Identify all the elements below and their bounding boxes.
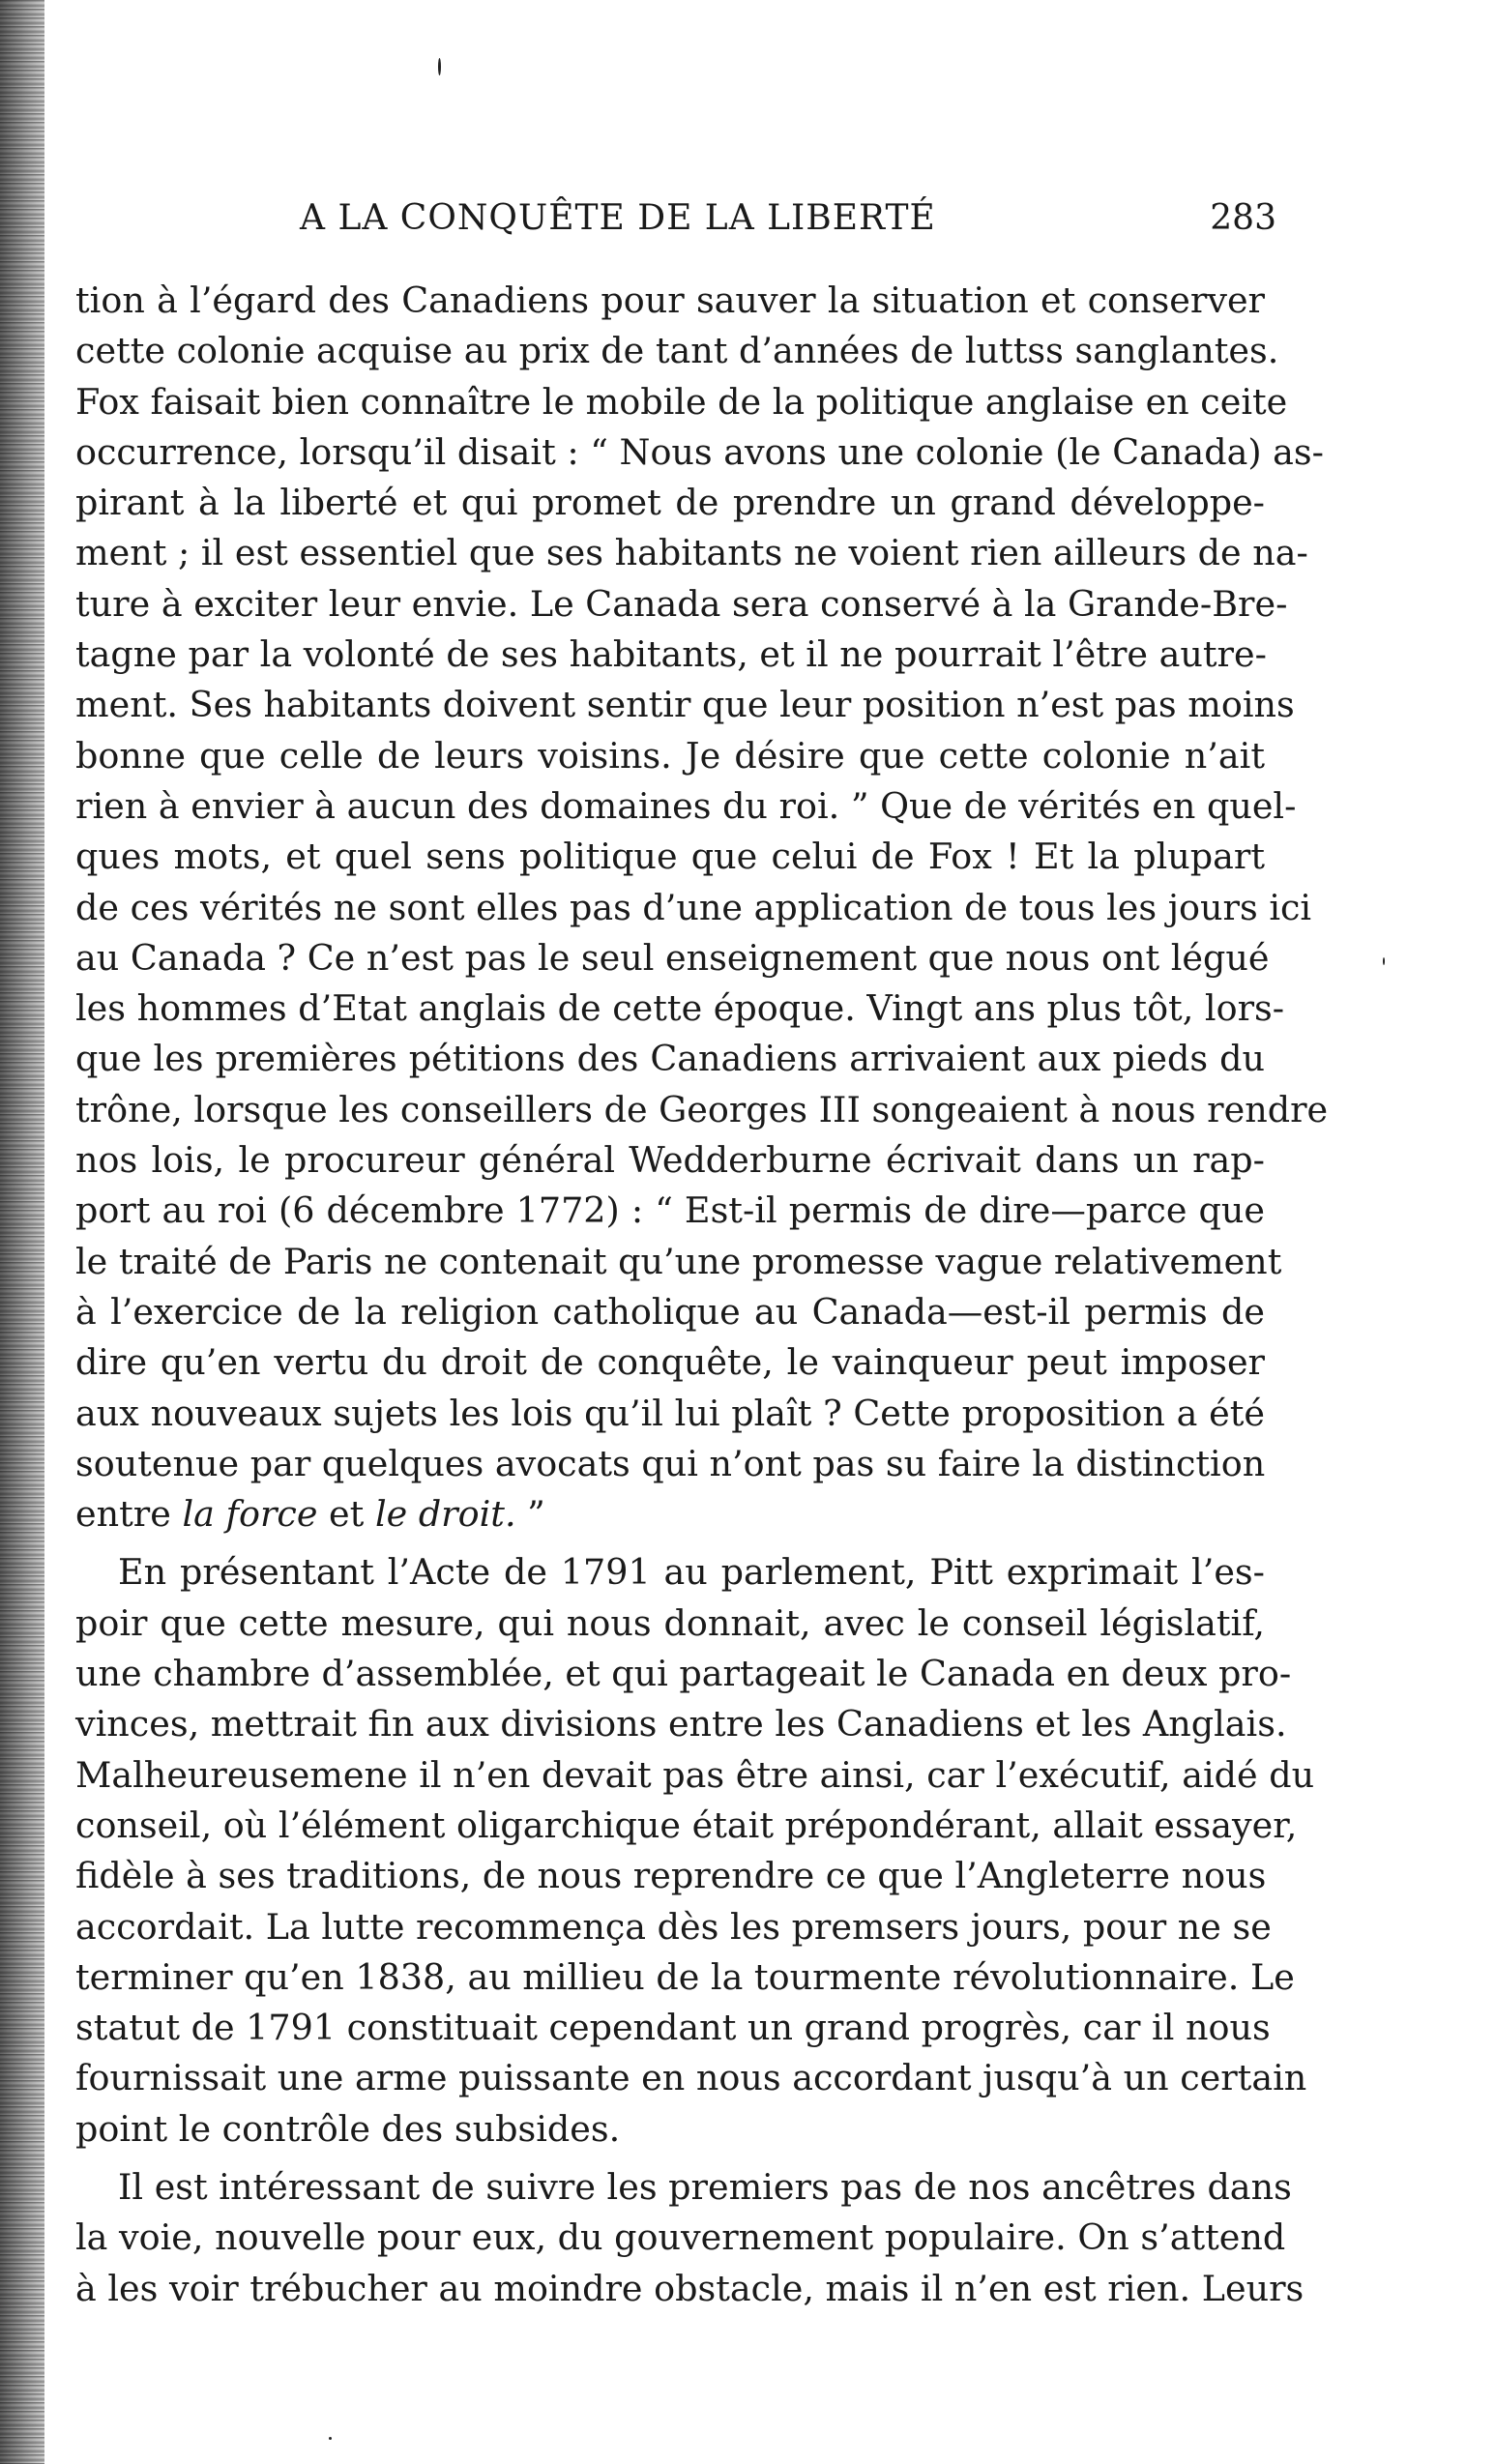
text-line: les hommes d’Etat anglais de cette époque. Vingt ans plus tôt, lors- — [75, 987, 1285, 1030]
paragraph-3 — [75, 2162, 1304, 2314]
text-line: terminer qu’en 1838, au millieu de la tourmente révolutionnaire. Le — [75, 1955, 1295, 1998]
text-line: ques mots, et quel sens politique que celui de Fox ! Et la plupart — [75, 836, 1265, 878]
text-line: port au roi (6 décembre 1772) : “ Est-il permis de dire—parce que — [75, 1189, 1265, 1232]
body-text — [75, 276, 1329, 2314]
text-line: cette colonie acquise au prix de tant d’années de luttss sanglantes. — [75, 330, 1279, 372]
text-line: que les premières pétitions des Canadiens arrivaient aux pieds du — [75, 1038, 1265, 1080]
paragraph-gap — [75, 2155, 1265, 2162]
italic-text: la force — [182, 1493, 318, 1536]
running-title: A LA CONQUÊTE DE LA LIBERTÉ — [300, 198, 936, 238]
text-line: soutenue par quelques avocats qui n’ont pas su faire la distinction — [75, 1442, 1266, 1484]
text-line: le traité de Paris ne contenait qu’une promesse vague relativement — [75, 1240, 1282, 1282]
text-run: ” — [515, 1493, 545, 1536]
text-line: vinces, mettrait fin aux divisions entre les Canadiens et les Anglais. — [75, 1703, 1287, 1745]
ink-speck — [329, 2437, 332, 2440]
binding-shadow — [0, 0, 44, 2464]
text-line: point le contrôle des subsides. — [75, 2107, 621, 2150]
text-line: Malheureusemene il n’en devait pas être ainsi, car l’exécutif, aidé du — [75, 1753, 1315, 1796]
text-line: occurrence, lorsqu’il disait : “ Nous avons une colonie (le Canada) as- — [75, 430, 1324, 473]
text-line: fournissait une arme puissante en nous accordant jusqu’à un certain — [75, 2057, 1307, 2099]
text-line: à l’exercice de la religion catholique au Canada—est-il permis de — [75, 1290, 1265, 1333]
italic-text: le droit. — [374, 1493, 516, 1536]
text-line: la voie, nouvelle pour eux, du gouvernement populaire. On s’attend — [75, 2216, 1286, 2259]
text-line — [75, 1489, 1265, 1540]
text-line: accordait. La lutte recommença dès les premsers jours, pour ne se — [75, 1905, 1272, 1948]
text-run: entre — [75, 1493, 183, 1536]
text-line: Fox faisait bien connaître le mobile de la politique anglaise en ceite — [75, 380, 1288, 423]
text-line: conseil, où l’élément oligarchique était prépondérant, allait essayer, — [75, 1804, 1298, 1846]
text-line: de ces vérités ne sont elles pas d’une application de tous les jours ici — [75, 886, 1312, 928]
paragraph-gap — [75, 1540, 1265, 1547]
text-line: ment. Ses habitants doivent sentir que leur position n’est pas moins — [75, 684, 1295, 726]
page-number: 283 — [1210, 198, 1276, 238]
text-line: pirant à la liberté et qui promet de prendre un grand développe- — [75, 482, 1265, 524]
text-line: statut de 1791 constituait cependant un grand progrès, car il nous — [75, 2007, 1271, 2049]
text-line: dire qu’en vertu du droit de conquête, le vainqueur peut imposer — [75, 1341, 1265, 1384]
text-line: En présentant l’Acte de 1791 au parlement, Pitt exprimait l’es- — [118, 1551, 1265, 1594]
ink-speck — [438, 58, 441, 75]
text-line: ture à exciter leur envie. Le Canada sera conservé à la Grande-Bre- — [75, 582, 1288, 625]
text-line: tion à l’égard des Canadiens pour sauver la situation et conserver — [75, 279, 1265, 321]
text-line: fidèle à ses traditions, de nous reprendre ce que l’Angleterre nous — [75, 1855, 1267, 1897]
text-line: nos lois, le procureur général Wedderburne écrivait dans un rap- — [75, 1139, 1265, 1182]
text-run: et — [317, 1493, 375, 1536]
text-line: aux nouveaux sujets les lois qu’il lui plaît ? Cette proposition a été — [75, 1392, 1265, 1434]
running-head — [300, 198, 1276, 247]
text-line: une chambre d’assemblée, et qui partageait le Canada en deux pro- — [75, 1653, 1292, 1695]
ink-speck — [1383, 957, 1385, 965]
text-line: Il est intéressant de suivre les premiers pas de nos ancêtres dans — [118, 2165, 1292, 2208]
text-line: poir que cette mesure, qui nous donnait, avec le conseil législatif, — [75, 1601, 1265, 1644]
text-line: trône, lorsque les conseillers de Georges III songeaient à nous rendre — [75, 1088, 1329, 1130]
text-line: à les voir trébucher au moindre obstacle, mais il n’en est rien. Leurs — [75, 2267, 1304, 2309]
paragraph-1 — [75, 276, 1329, 1540]
text-line: au Canada ? Ce n’est pas le seul enseignement que nous ont légué — [75, 936, 1270, 979]
paragraph-2 — [75, 1547, 1315, 2155]
text-line: ment ; il est essentiel que ses habitants ne voient rien ailleurs de na- — [75, 532, 1308, 574]
text-line: rien à envier à aucun des domaines du roi. ” Que de vérités en quel- — [75, 784, 1297, 827]
text-line: tagne par la volonté de ses habitants, et il ne pourrait l’être autre- — [75, 633, 1267, 676]
text-line: bonne que celle de leurs voisins. Je désire que cette colonie n’ait — [75, 734, 1265, 777]
